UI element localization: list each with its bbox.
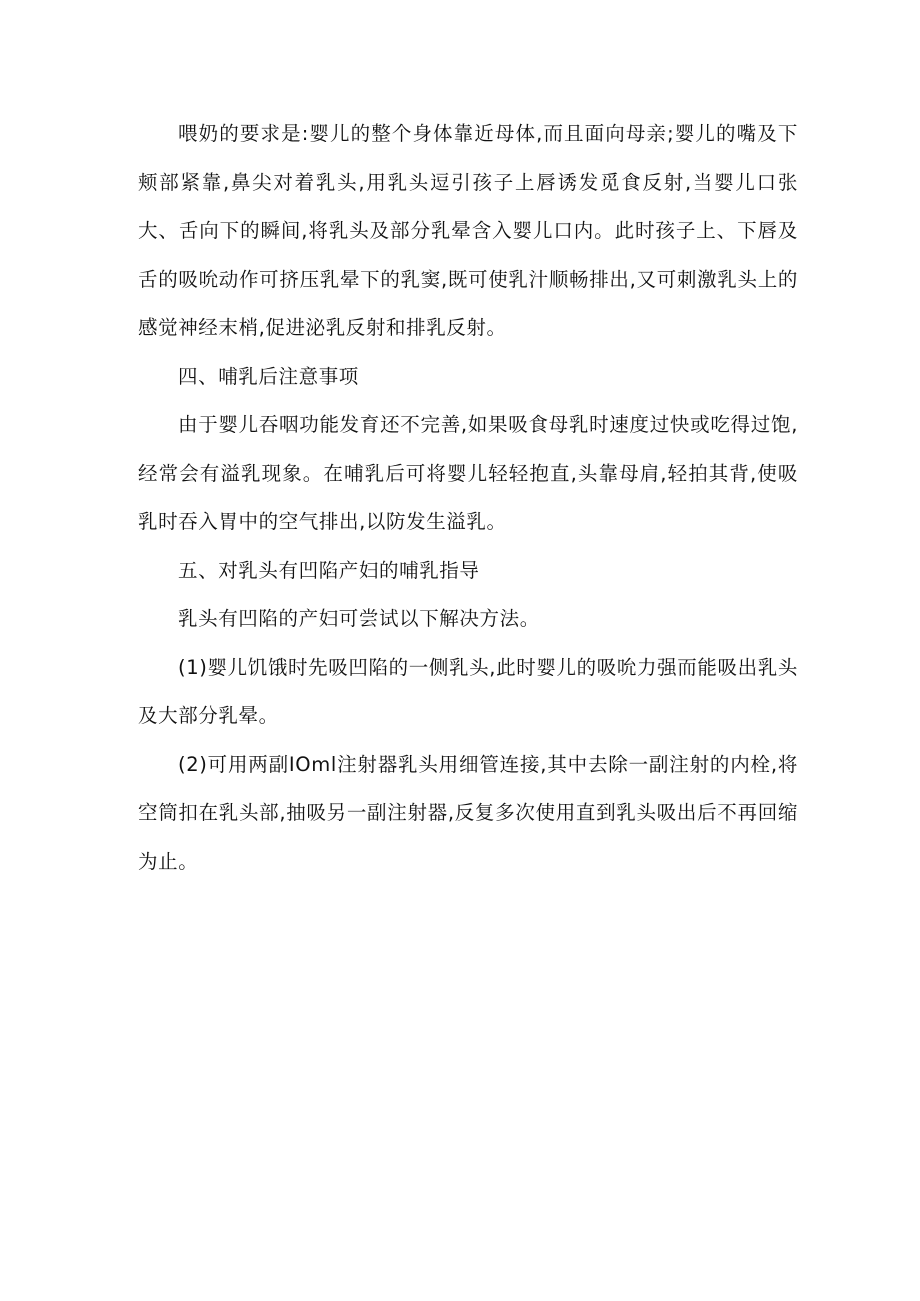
paragraph-solution-2: (2)可用两副IOml注射器乳头用细管连接,其中去除一副注射的内栓,将空筒扣在乳头部,抽吸另一副注射器,反复多次使用直到乳头吸出后不再回缩为止。 bbox=[138, 752, 798, 873]
paragraph-feeding-requirements: 喂奶的要求是:婴儿的整个身体靠近母体,而且面向母亲;婴儿的嘴及下颊部紧靠,鼻尖对着乳头,用乳头逗引孩子上唇诱发觅食反射,当婴儿口张大、舌向下的瞬间,将乳头及部分乳晕含入婴儿口内。此时孩子上、下唇及舌的吸吮动作可挤压乳晕下的乳窦,既可使乳汁顺畅排出,又可刺激乳头上的感觉神经末梢,促进泌乳反射和排乳反射。 bbox=[138, 122, 798, 339]
paragraph-solution-1: (1)婴儿饥饿时先吸凹陷的一侧乳头,此时婴儿的吸吮力强而能吸出乳头及大部分乳晕。 bbox=[138, 655, 798, 727]
section-heading-inverted-nipple: 五、对乳头有凹陷产妇的哺乳指导 bbox=[178, 558, 480, 582]
paragraph-spit-up: 由于婴儿吞咽功能发育还不完善,如果吸食母乳时速度过快或吃得过饱,经常会有溢乳现象。在哺乳后可将婴儿轻轻抱直,头靠母肩,轻拍其背,使吸乳时吞入胃中的空气排出,以防发生溢乳。 bbox=[138, 413, 798, 533]
paragraph-solutions-intro: 乳头有凹陷的产妇可尝试以下解决方法。 bbox=[178, 607, 540, 630]
document-body bbox=[138, 110, 798, 886]
section-heading-after-feeding: 四、哺乳后注意事项 bbox=[178, 364, 359, 388]
